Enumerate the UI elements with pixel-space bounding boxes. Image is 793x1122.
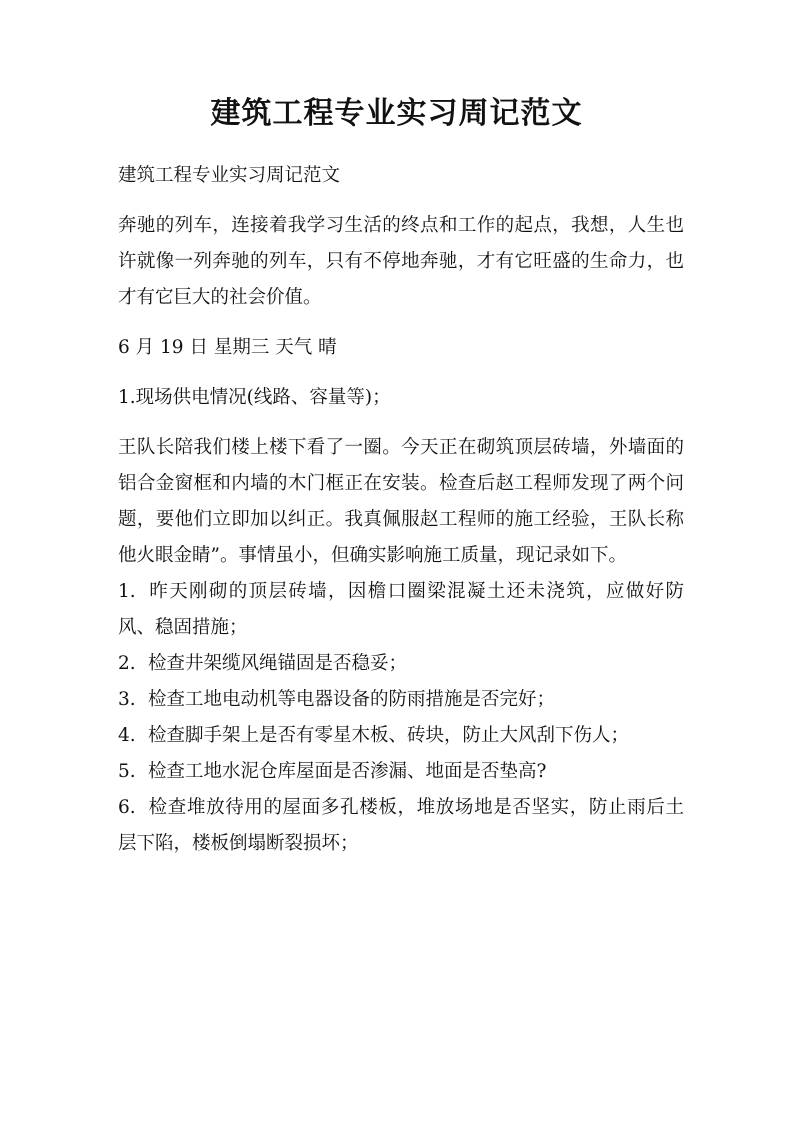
list-item — [118, 646, 684, 682]
narrative-paragraph: 王队长陪我们楼上楼下看了一圈。今天正在砌筑顶层砖墙，外墙面的铝合金窗框和内墙的木门框正在安装。检查后赵工程师发现了两个问题，要他们立即加以纠正。我真佩服赵工程师的施工经验，王队长称他火眼金睛”。事情虽小，但确实影响施工质量，现记录如下。 — [118, 437, 684, 566]
list-item-text: 检查工地水泥仓库屋面是否渗漏、地面是否垫高? — [148, 761, 547, 782]
list-item-text: 检查堆放待用的屋面多孔楼板，堆放场地是否坚实，防止雨后土层下陷，楼板倒塌断裂损坏； — [118, 797, 684, 854]
document-body — [118, 158, 684, 862]
date-line: 6 月 19 日 星期三 天气 晴 — [118, 337, 337, 358]
list-item — [118, 754, 684, 790]
list-item — [118, 574, 684, 646]
intro-paragraph: 奔驰的列车，连接着我学习生活的终点和工作的起点，我想，人生也许就像一列奔驰的列车，只有不停地奔驰，才有它旺盛的生命力，也才有它巨大的社会价值。 — [118, 215, 684, 308]
section-heading: 1.现场供电情况(线路、容量等)； — [118, 387, 391, 408]
list-item-text: 昨天刚砌的顶层砖墙，因檐口圈梁混凝土还未浇筑，应做好防风、稳固措施； — [118, 581, 684, 638]
list-item-number: 4. — [118, 725, 136, 746]
list-item-number: 2. — [118, 653, 136, 674]
list-item — [118, 718, 684, 754]
list-item-text: 检查脚手架上是否有零星木板、砖块，防止大风刮下伤人； — [148, 725, 630, 746]
list-item-number: 6. — [118, 797, 136, 818]
list-item-number: 1. — [118, 581, 136, 602]
list-item — [118, 682, 684, 718]
list-item-number: 5. — [118, 761, 136, 782]
subtitle: 建筑工程专业实习周记范文 — [118, 165, 341, 186]
page-title: 建筑工程专业实习周记范文 — [210, 96, 583, 131]
list-item-number: 3. — [118, 689, 136, 710]
list-item — [118, 790, 684, 862]
list-item-text: 检查工地电动机等电器设备的防雨措施是否完好； — [148, 689, 556, 710]
list-item-text: 检查井架缆风绳锚固是否稳妥； — [148, 653, 408, 674]
